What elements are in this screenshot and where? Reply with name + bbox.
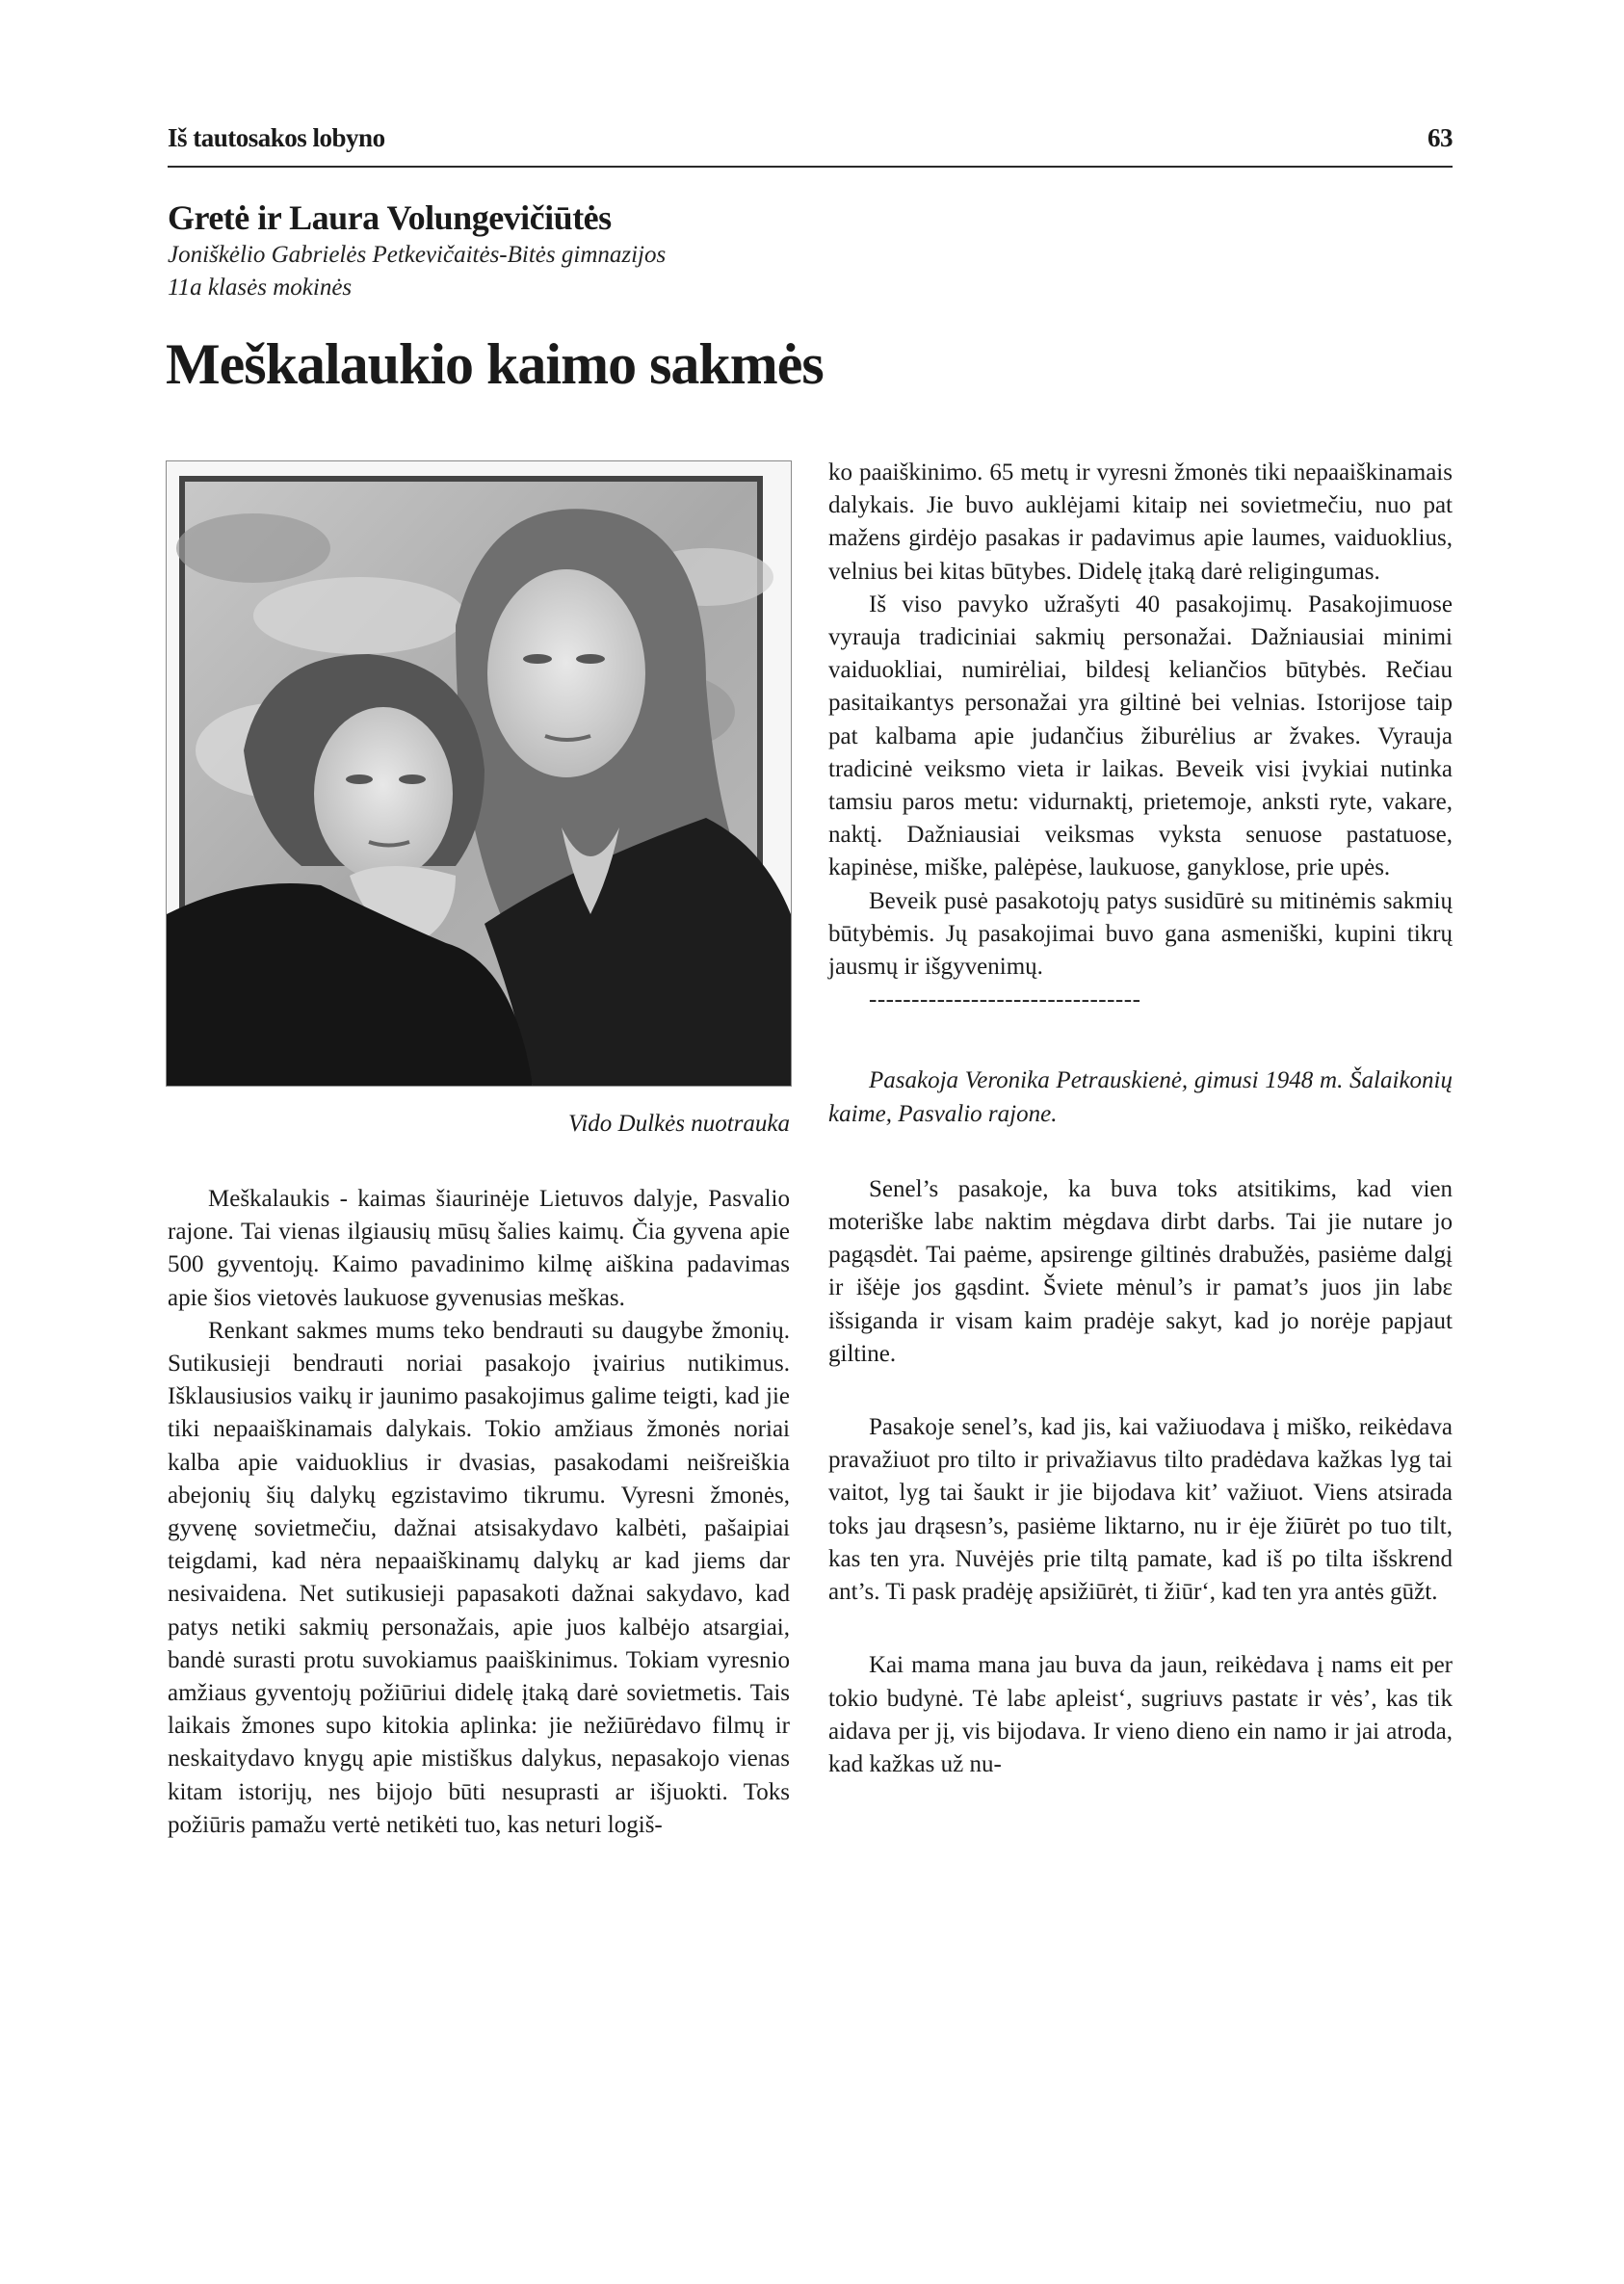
body-paragraph: Iš viso pavyko užrašyti 40 pasakojimų. Pasakojimuose vyrauja tradiciniai sakmių personažai. Dažniausiai minimi vaiduokliai, numirėliai, bildesį keliančios būtybės. Rečiau pasitaikantys personažai yra giltinė bei velnias. Istorijose taip pat kalbama apie judančius žiburėlius ar žvakes. Vyrauja tradicinė veiksmo vieta ir laikas. Beveik visi įvykiai nutinka tamsiu paros metu: vidurnaktį, prietemoje, anksti ryte, vakare, naktį. Dažniausiai veiksmas vyksta senuose pastatuose, kapinėse, miške, palėpėse, laukuose, ganyklose, prie upės. [828,591,1453,881]
article-title: Meškalaukio kaimo sakmės [166,332,824,396]
tale-paragraph: Senel’s pasakoje, ka buva toks atsitikims, kad vien moteriške labɛ naktim mėgdava dirbt darbs. Tai jie nutare jo pagąsdėt. Tai paėme, apsirenge giltinės drabužės, pasiėme dalgį ir išėje jos gąsdint. Šviete mėnul’s ir pamat’s juos jin labɛ išsiganda ir visam kaim pradėje sakyt, kad jo norėje papjaut giltine. [828,1175,1453,1367]
section-divider: -------------------------------- [869,986,1141,1013]
body-paragraph: Meškalaukis - kaimas šiaurinėje Lietuvos dalyje, Pasvalio rajone. Tai vienas ilgiausių mūsų šalies kaimų. Čia gyvena apie 500 gyventojų. Kaimo pavadinimo kilmę aiškina padavimas apie šios vietovės laukuose gyvenusias meškas. [168,1186,790,1311]
left-text-column [168,1183,790,1842]
affiliation-class: 11a klasės mokinės [168,275,353,301]
body-paragraph: Renkant sakmes mums teko bendrauti su daugybe žmonių. Sutikusieji bendrauti noriai pasakojo įvairius nutikimus. Išklausiusios vaikų ir jaunimo pasakojimus galime teigti, kad jie tiki nepaaiškinamais dalykais. Tokio amžiaus žmonės noriai kalba apie vaiduoklius ir dvasias, pasakodami neišreiškia abejonių šių dalykų egzistavimo tikrumu. Vyresni žmonės, gyvenę sovietmečiu, dažnai atsisakydavo kalbėti, pašaipiai teigdami, kad nėra nepaaiškinamų dalykų ar kad jiems dar nesivaidena. Net sutikusieji papasakoti dažnai sakydavo, kad patys netiki sakmių personažais, apie juos kalbėjo atsargiai, bandė surasti protu suvokiamus paaiškinimus. Tokiam vyresnio amžiaus gyventojų požiūriui didelę įtaką darė sovietmetis. Tais laikais žmones supo kitokia aplinka: jie nežiūrėdavo filmų ir neskaitydavo knygų apie mistiškus dalykus, nepasakojo vienas kitam istorijų, nes bijojo būti nesuprasti ar išjuokti. Toks požiūris pamažu vertė netikėti tuo, kas neturi logiš- [168,1317,790,1838]
tale-paragraph: Kai mama mana jau buva da jaun, reikėdava į nams eit per tokio budynė. Tė labɛ apleist‘, sugriuvs pastatɛ ir vės’, kas tik aidava per jį, vis bijodava. Ir vieno dieno ein namo ir jai atroda, kad kažkas už nu- [828,1652,1453,1777]
body-paragraph-continued: ko paaiškinimo. 65 metų ir vyresni žmonės tiki nepaaiškinamais dalykais. Jie buvo auklėjami kitaip nei sovietmečiu, nuo pat mažens girdėjo pasakas ir padavimus apie laumes, vaiduoklius, velnius bei kitas būtybes. Didelę įtaką darė religingumas. [828,459,1453,585]
body-paragraph: Beveik pusė pasakotojų patys susidūrė su mitinėmis sakmių būtybėmis. Jų pasakojimai buvo gana asmeniški, kupini tikrų jausmų ir išgyvenimų. [828,887,1453,981]
narrator-info: Pasakoja Veronika Petrauskienė, gimusi 1948 m. Šalaikonių kaime, Pasvalio rajone. [828,1067,1453,1127]
article-authors: Gretė ir Laura Volungevičiūtės [168,198,612,237]
header-rule [168,166,1453,168]
photo-portrait-icon [167,461,791,1086]
running-header [168,123,1453,153]
right-text-column [828,457,1453,1781]
photo-caption: Vido Dulkės nuotrauka [567,1111,790,1137]
author-affiliation [168,239,666,304]
tale-paragraph: Pasakoje senel’s, kad jis, kai važiuodava į miško, reikėdava pravažiuot pro tilto ir privažiavus tilto pradėdava kažkas lyg tai vaitot, lyg tai šaukt ir jie bijodava kit’ važiuot. Viens atsirada toks jau drąsesn’s, pasiėme liktarno, nu ir ėje žiūrėt po tuo tilt, kas ten yra. Nuvėjės prie tiltą pamate, kad iš po tilta išskrend ant’s. Ti pask pradėję apsižiūrėt, ti žiūr‘, kad ten yra antės gūžt. [828,1414,1453,1606]
portrait-photo [166,460,792,1087]
page-number: 63 [1428,123,1453,152]
affiliation-school: Joniškėlio Gabrielės Petkevičaitės-Bitės gimnazijos [168,242,667,268]
section-title: Iš tautosakos lobyno [168,123,385,152]
